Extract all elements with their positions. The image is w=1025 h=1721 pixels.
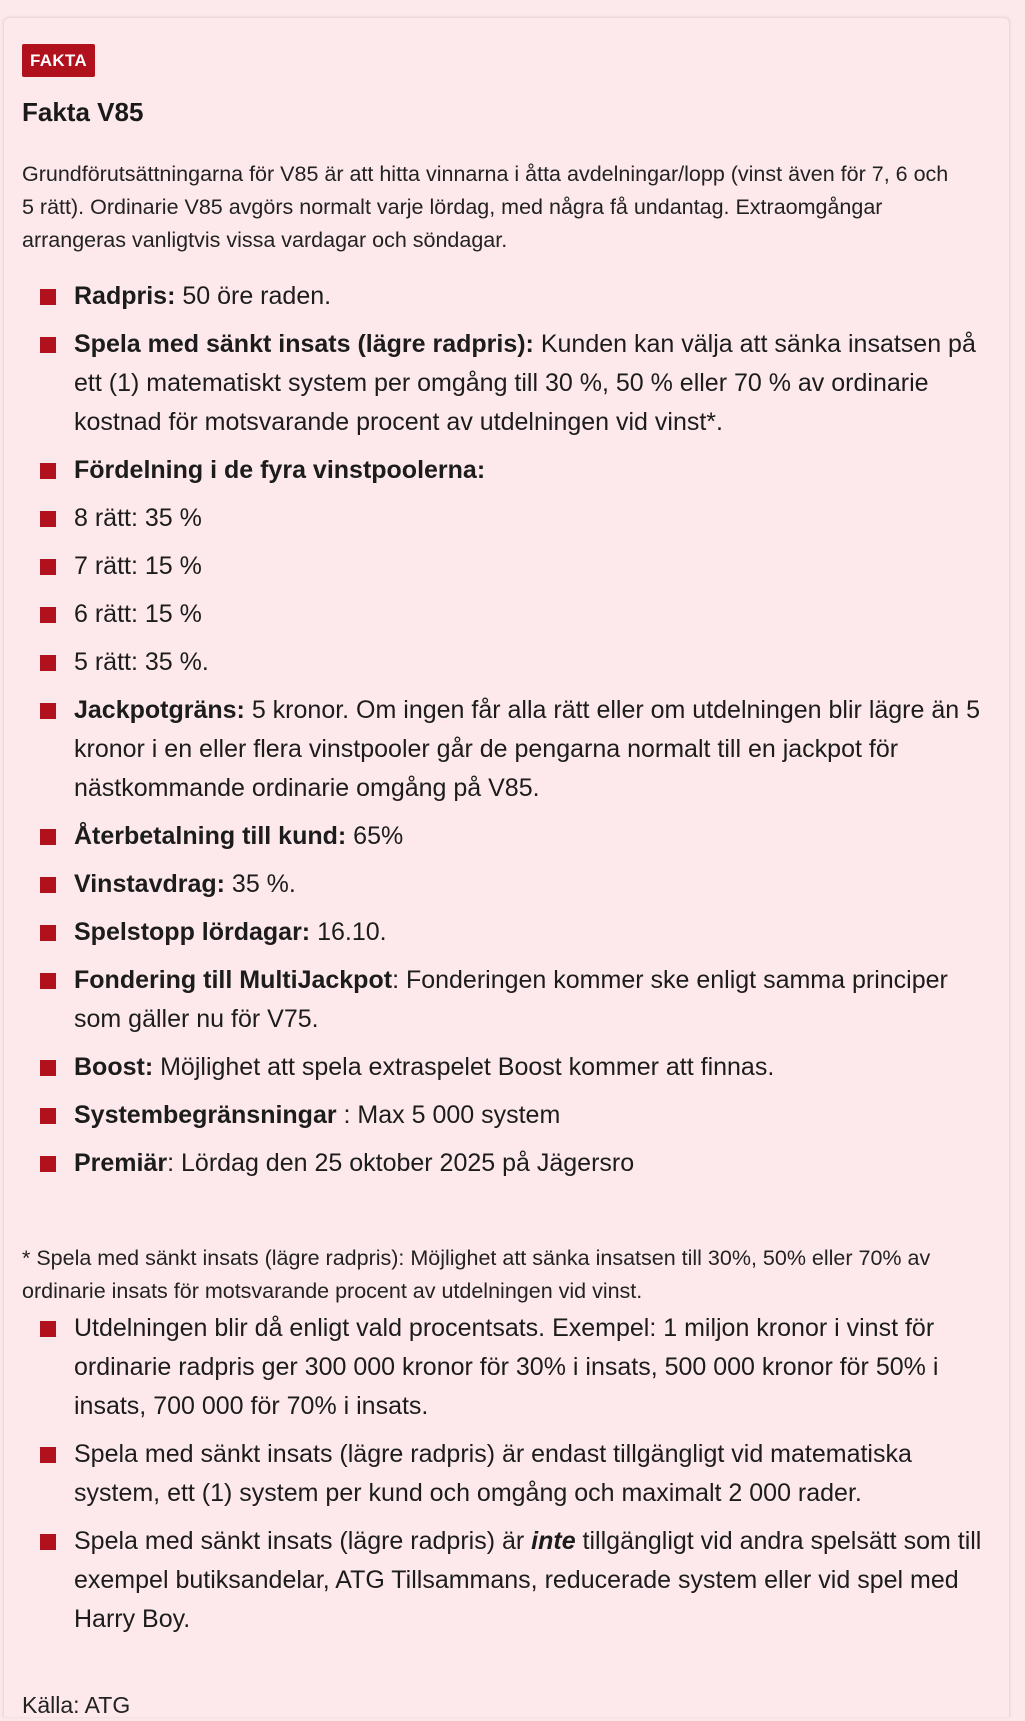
square-bullet-icon <box>40 703 56 719</box>
square-bullet-icon <box>40 289 56 305</box>
fact-text: Möjlighet att spela extraspelet Boost kommer att finnas. <box>153 1053 775 1081</box>
fact-text: : Lördag den 25 oktober 2025 på Jägersro <box>167 1149 635 1177</box>
list-item <box>22 1096 992 1135</box>
list-item <box>22 277 992 316</box>
fact-label: Systembegränsningar <box>74 1101 337 1129</box>
fact-text: 8 rätt: 35 % <box>74 504 202 532</box>
square-bullet-icon <box>40 1534 56 1550</box>
square-bullet-icon <box>40 925 56 941</box>
note-text-continued: tillgängligt vid andra spelsätt som till exempel butiksandelar, ATG Tillsammans, reducerade system eller vid spel med Harry Boy. <box>74 1527 982 1633</box>
fact-label: Fondering till MultiJackpot <box>74 966 393 994</box>
fact-text: : Max 5 000 system <box>336 1101 561 1129</box>
note-text: Utdelningen blir då enligt vald procentsats. Exempel: 1 miljon kronor i vinst för ordinarie radpris ger 300 000 kronor för 30% i insats, 500 000 kronor för 50% i insats, 700 000 för 70% i insats. <box>74 1314 939 1420</box>
fact-label: Spela med sänkt insats (lägre radpris): <box>74 330 534 358</box>
list-item <box>22 691 992 808</box>
fakta-badge: FAKTA <box>22 44 95 77</box>
square-bullet-icon <box>40 877 56 893</box>
square-bullet-icon <box>40 1108 56 1124</box>
list-item <box>22 865 992 904</box>
note-text: Spela med sänkt insats (lägre radpris) är <box>74 1527 532 1555</box>
list-item <box>22 325 992 442</box>
list-item <box>22 643 992 682</box>
fact-label: Vinstavdrag: <box>74 870 225 898</box>
note-emphasis: inte <box>531 1527 576 1555</box>
list-item <box>22 1435 992 1513</box>
fact-text: 6 rätt: 15 % <box>74 600 202 628</box>
square-bullet-icon <box>40 463 56 479</box>
fact-box-title: Fakta V85 <box>22 97 144 127</box>
fact-text: 65% <box>346 822 404 850</box>
list-item <box>22 1522 992 1639</box>
fact-text: Kunden kan välja att sänka insatsen på ett (1) matematiskt system per omgång till 30 %, 50 % eller 70 % av ordinarie kostnad för motsvarande procent av utdelningen vid vinst*. <box>74 330 976 436</box>
fact-text: 35 %. <box>224 870 296 898</box>
list-item <box>22 817 992 856</box>
fact-label: Premiär <box>74 1149 168 1177</box>
square-bullet-icon <box>40 607 56 623</box>
fact-label: Jackpotgräns: <box>74 696 245 724</box>
fact-label: Radpris: <box>74 282 176 310</box>
fact-label: Boost: <box>74 1053 154 1081</box>
fact-label: Fördelning i de fyra vinstpoolerna: <box>74 456 486 484</box>
notes-list <box>22 1309 992 1648</box>
fact-text: : Fonderingen kommer ske enligt samma principer som gäller nu för V75. <box>74 966 948 1033</box>
intro-paragraph: Grundförutsättningarna för V85 är att hitta vinnarna i åtta avdelningar/lopp (vinst även för 7, 6 och 5 rätt). Ordinarie V85 avgörs normalt varje lördag, med några få undantag. Extraomgångar arrangeras vanligtvis vissa vardagar och söndagar. <box>22 162 949 252</box>
square-bullet-icon <box>40 511 56 527</box>
list-item <box>22 499 992 538</box>
list-item <box>22 451 992 490</box>
fact-text: 5 rätt: 35 %. <box>74 648 209 676</box>
square-bullet-icon <box>40 829 56 845</box>
square-bullet-icon <box>40 655 56 671</box>
square-bullet-icon <box>40 1447 56 1463</box>
square-bullet-icon <box>40 1321 56 1337</box>
facts-list <box>22 277 992 1192</box>
list-item <box>22 595 992 634</box>
fact-text: 50 öre raden. <box>175 282 332 310</box>
list-item <box>22 1309 992 1426</box>
fact-text: 5 kronor. Om ingen får alla rätt eller om utdelningen blir lägre än 5 kronor i en eller flera vinstpooler går de pengarna normalt till en jackpot för nästkommande ordinarie omgång på V85. <box>74 696 981 802</box>
footnote: * Spela med sänkt insats (lägre radpris): Möjlighet att sänka insatsen till 30%, 50% eller 70% av ordinarie insats för motsvarande procent av utdelningen vid vinst. <box>22 1246 931 1303</box>
list-item <box>22 547 992 586</box>
square-bullet-icon <box>40 973 56 989</box>
fact-label: Återbetalning till kund: <box>74 822 347 850</box>
square-bullet-icon <box>40 559 56 575</box>
list-item <box>22 1048 992 1087</box>
note-text: Spela med sänkt insats (lägre radpris) är endast tillgängligt vid matematiska system, ett (1) system per kund och omgång och maximalt 2 000 rader. <box>74 1440 912 1507</box>
fact-text: 16.10. <box>310 918 387 946</box>
fact-text: 7 rätt: 15 % <box>74 552 202 580</box>
source-credit: Källa: ATG <box>22 1692 131 1718</box>
fact-label: Spelstopp lördagar: <box>74 918 311 946</box>
square-bullet-icon <box>40 1156 56 1172</box>
list-item <box>22 1144 992 1183</box>
list-item <box>22 913 992 952</box>
square-bullet-icon <box>40 337 56 353</box>
list-item <box>22 961 992 1039</box>
square-bullet-icon <box>40 1060 56 1076</box>
fact-box <box>3 17 1010 1717</box>
